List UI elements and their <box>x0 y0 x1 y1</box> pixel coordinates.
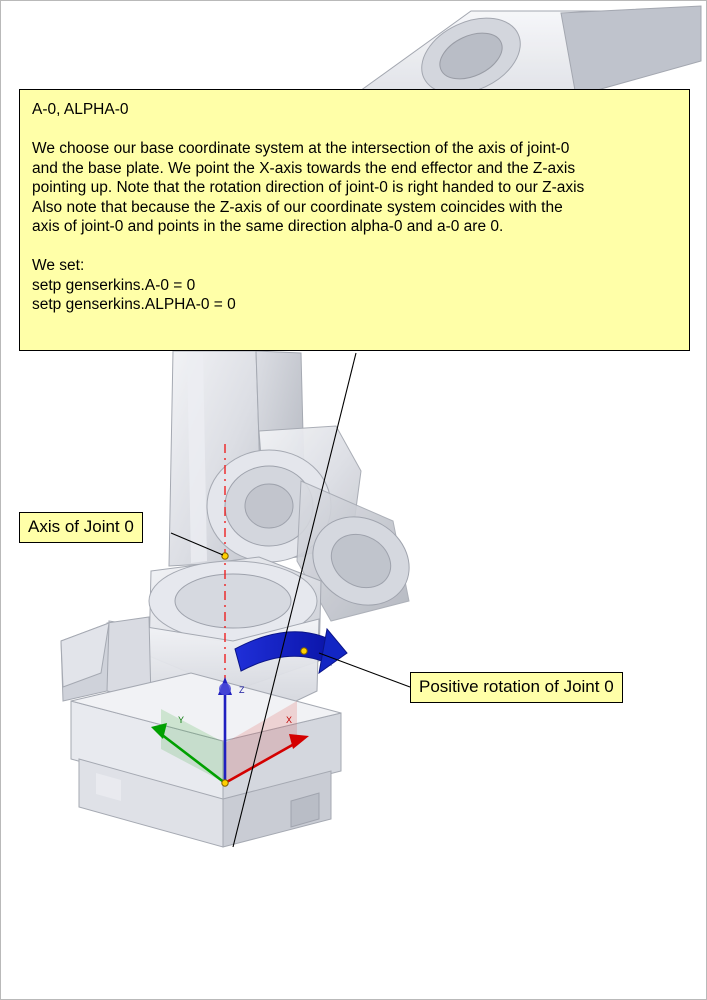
note-spacer-2 <box>32 237 677 257</box>
annotation-note-a0-alpha0 <box>19 89 690 351</box>
note-command-2: setp genserkins.ALPHA-0 = 0 <box>32 296 236 313</box>
note-heading: A-0, ALPHA-0 <box>32 101 129 118</box>
note-paragraph-line-1: We choose our base coordinate system at the intersection of the axis of joint-0 <box>32 140 570 157</box>
note-paragraph-line-5: axis of joint-0 and points in the same direction alpha-0 and a-0 are 0. <box>32 218 504 235</box>
axis-label-x: X <box>286 715 293 725</box>
axis-label-y: Y <box>178 715 185 725</box>
note-paragraph-line-4: Also note that because the Z-axis of our coordinate system coincides with the <box>32 198 563 216</box>
note-spacer-1 <box>32 120 677 140</box>
label-axis-of-joint-0: Axis of Joint 0 <box>19 512 143 543</box>
axis-label-z: Z <box>239 685 245 695</box>
note-we-set: We set: <box>32 257 85 274</box>
leader-line-rotation <box>319 653 410 687</box>
note-paragraph-line-2: and the base plate. We point the X-axis towards the end effector and the Z-axis <box>32 159 576 177</box>
label-positive-rotation-of-joint-0: Positive rotation of Joint 0 <box>410 672 623 703</box>
note-paragraph-line-3: pointing up. Note that the rotation direction of joint-0 is right handed to our Z-axis <box>32 179 585 196</box>
note-command-1: setp genserkins.A-0 = 0 <box>32 276 196 294</box>
